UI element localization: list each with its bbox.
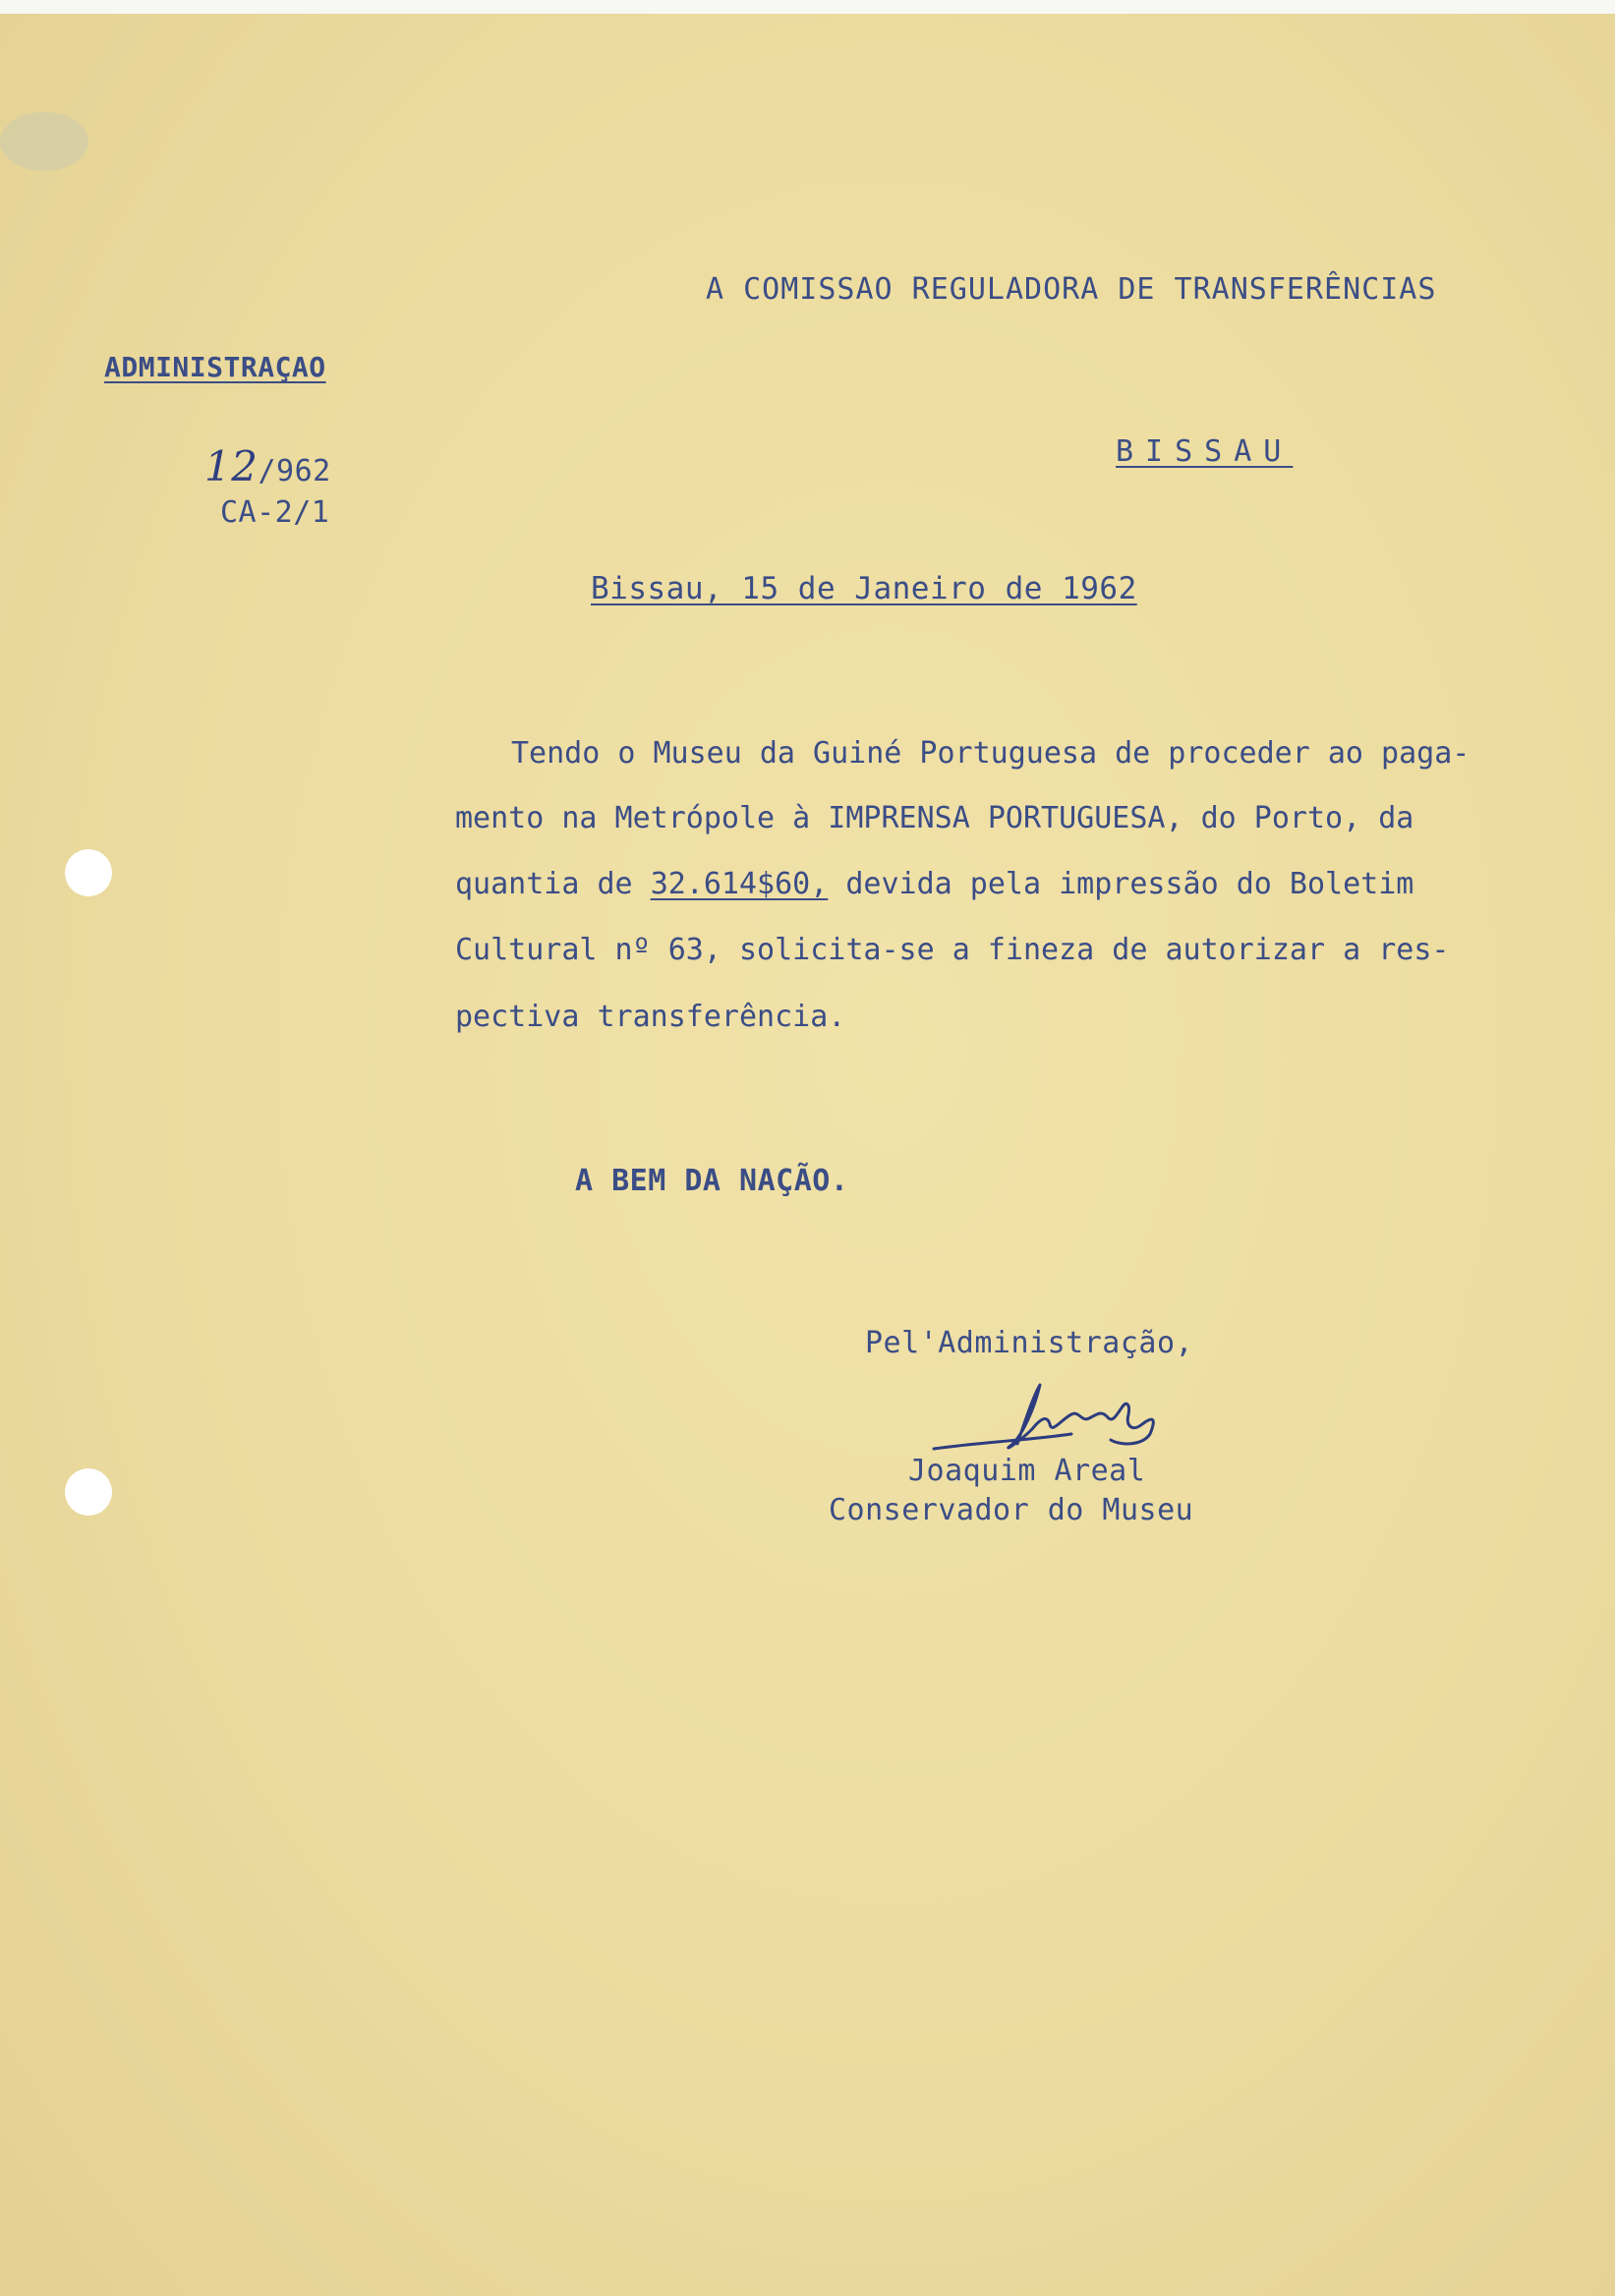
signatory-name: Joaquim Areal [908,1454,1146,1488]
closing-salutation: A BEM DA NAÇÃO. [575,1164,849,1198]
reference-year: /962 [258,454,331,488]
page-edge [0,0,1615,14]
date-line: Bissau, 15 de Janeiro de 1962 [591,571,1137,606]
destination-city: BISSAU [1116,434,1294,469]
punch-hole [65,849,112,896]
punch-hole [65,1468,112,1516]
body-line: pectiva transferência. [455,1000,846,1034]
reference-handwritten-number: 12 [204,442,259,490]
body-line: Tendo o Museu da Guiné Portuguesa de proceder ao paga- [511,736,1471,771]
department-heading: ADMINISTRAÇAO [104,351,326,383]
recipient-heading: A COMISSAO REGULADORA DE TRANSFERÊNCIAS [706,272,1437,307]
letter-page [0,14,1615,2296]
body-line: Cultural nº 63, solicita-se a fineza de autorizar a res- [455,933,1450,967]
body-line: mento na Metrópole à IMPRENSA PORTUGUESA, do Porto, da [455,801,1414,835]
body-line [455,867,1413,901]
body-text: quantia de [455,867,651,901]
payment-amount: 32.614$60, [650,867,829,901]
paper-stain [0,112,88,171]
on-behalf-line: Pel'Administração, [865,1326,1194,1360]
body-text: devida pela impressão do Boletim [828,867,1414,901]
reference-code: CA-2/1 [220,495,330,530]
reference-number [204,442,331,490]
signatory-title: Conservador do Museu [829,1493,1194,1527]
